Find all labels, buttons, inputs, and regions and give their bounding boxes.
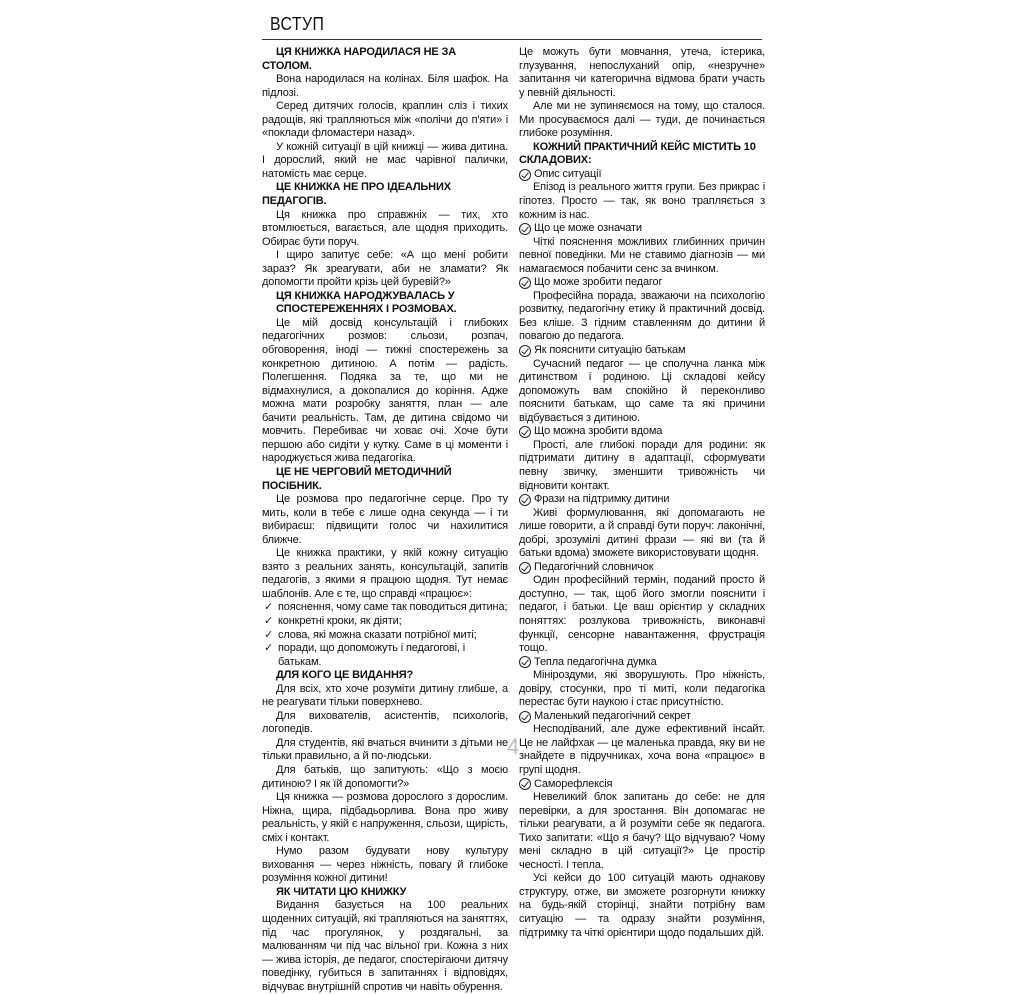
check-circle-icon [519, 277, 531, 289]
header-divider [262, 39, 762, 40]
paragraph: Для студентів, які вчаться вчинити з дітьми не тільки правильно, а й по-людськи. [262, 736, 508, 763]
component-title: Що це може означати [534, 222, 642, 235]
check-circle-icon [519, 345, 531, 357]
check-circle-icon [519, 656, 531, 668]
component-block [519, 344, 765, 425]
works-list [262, 601, 508, 669]
component-text: Професійна порада, зважаючи на психологію розвитку, педагогічну етику й практичний досвід. Без кліше. З гідним ставленням до дитини й повагою до педагога. [519, 289, 765, 343]
component-block [519, 168, 765, 222]
component-block [519, 561, 765, 656]
paragraph: Для вихователів, асистентів, психологів, логопедів. [262, 709, 508, 736]
section-title: ВСТУП [270, 14, 325, 34]
component-block [519, 493, 765, 561]
component-block [519, 778, 765, 873]
paragraph: Видання базується на 100 реальних щоденних ситуацій, які трапляються на заняттях, під час прогулянок, у роздягальні, за малюванням чи під час вільної гри. Кожна з них — жива історія, де педагог, спостерігаючи дитячу поведінку, губиться в запитаннях і відповідях, відчуває внутрішній спротив чи навіть обурення. [262, 899, 508, 993]
component-block [519, 276, 765, 344]
heading-ten-components: КОЖНИЙ ПРАКТИЧНИЙ КЕЙС МІСТИТЬ 10 СКЛАДОВИХ: [519, 140, 756, 167]
list-item: ✓ пояснення, чому саме так поводиться дитина; [264, 601, 508, 614]
paragraph: Нумо разом будувати нову культуру виховання — через ніжність, повагу й глибоке розуміння кожної дитини! [262, 845, 508, 885]
page-number: 4 [507, 734, 520, 759]
component-title: Фрази на підтримку дитини [534, 493, 670, 506]
component-text: Сучасний педагог — це сполучна ланка між дитинством і родиною. Ці складові кейсу допоможуть вам спокійно й переконливо пояснити батькам, що саме та які причини відбувається з дитиною. [519, 357, 765, 424]
component-text: Прості, але глибокі поради для родини: як підтримати дитину в адаптації, сформувати певну звичку, зменшити тривожність чи відновити контакт. [519, 438, 765, 492]
heading-for-whom: ДЛЯ КОГО ЦЕ ВИДАННЯ? [276, 669, 414, 682]
component-title: Що можна зробити вдома [534, 425, 663, 438]
component-block [519, 222, 765, 276]
component-text: Один професійний термін, поданий просто й доступно, — так, щоб його змогли пояснити і педагог, і батьки. Це ваш орієнтир у складних поняттях: розлукова тривожність, виконавчі функції, сенсорне навантаження, фрустрація тощо. [519, 574, 765, 655]
paragraph: Це книжка практики, у якій кожну ситуацію взято з реальних занять, консультацій, запитів педагогів, з якими я працюю щодня. Тут немає шаблонів. Але є те, що справді «працює»: [262, 547, 508, 600]
component-block [519, 425, 765, 493]
component-text: Несподіваний, але дуже ефективний інсайт. Це не лайфхак — це маленька правда, яку ви не знайдете в підручниках, хоча вона «працює» в групі щодня. [519, 723, 765, 776]
paragraph: Це розмова про педагогічне серце. Про ту мить, коли в тебе є лише одна секунда — і ти вибираєш: підвищити голос чи нахилитися ближче. [262, 493, 508, 546]
heading-not-manual: ЦЕ НЕ ЧЕРГОВИЙ МЕТОДИЧНИЙ ПОСІБНИК. [262, 465, 452, 492]
heading-not-at-desk: ЦЯ КНИЖКА НАРОДИЛАСЯ НЕ ЗА СТОЛОМ. [262, 46, 457, 72]
list-item: ✓ конкретні кроки, як діяти; [264, 614, 402, 627]
component-title: Тепла педагогічна думка [534, 655, 657, 668]
check-circle-icon [519, 426, 531, 438]
component-title: Педагогічний словничок [534, 560, 654, 573]
checkmark-icon: ✓ [264, 601, 274, 614]
paragraph: І щиро запитує себе: «А що мені робити зараз? Як зреагувати, аби не зламати? Як допомогти пройти крізь цей буревій?» [262, 249, 508, 289]
component-text: Живі формулювання, які допомагають не лише говорити, а й справді бути поруч: лаконічні, добрі, зрозумілі дитині фрази — які ви (та й батьки вдома) зможете використовувати щодня. [519, 506, 765, 560]
heading-observations: ЦЯ КНИЖКА НАРОДЖУВАЛАСЬ У СПОСТЕРЕЖЕННЯХ І РОЗМОВАХ. [276, 289, 457, 316]
paragraph: Ця книжка — розмова дорослого з дорослим. Ніжна, щира, підбадьорлива. Вона про живу реальність, у якій є напруження, сльози, щирість, сміх і контакт. [262, 791, 508, 844]
check-circle-icon [519, 562, 531, 574]
check-circle-icon [519, 711, 531, 723]
left-column [262, 46, 508, 994]
component-text: Епізод із реального життя групи. Без прикрас і гіпотез. Просто — так, як воно трапляється з кожним із нас. [519, 181, 765, 221]
right-column [519, 46, 765, 940]
checkmark-icon: ✓ [264, 642, 274, 655]
case-components [519, 168, 765, 872]
component-text: Мініроздуми, які зворушують. Про ніжність, довіру, стосунки, про ті миті, коли педагогіка перестає бути наукою і стає присутністю. [519, 669, 765, 709]
component-block [519, 656, 765, 710]
check-circle-icon [519, 223, 531, 235]
component-title: Як пояснити ситуацію батькам [534, 344, 686, 357]
paragraph: Ця книжка про справжніх — тих, хто втомлюється, вагається, але щодня приходить. Обирає бути поруч. [262, 208, 508, 248]
component-title: Саморефлексія [534, 777, 613, 790]
component-text: Чіткі пояснення можливих глибинних причин певної поведінки. Ми не ставимо діагнозів — ми намагаємося побачити сенс за вчинком. [519, 235, 765, 275]
heading-how-to-read: ЯК ЧИТАТИ ЦЮ КНИЖКУ [276, 885, 407, 898]
paragraph: Усі кейси до 100 ситуацій мають однакову структуру, отже, ви зможете розгорнути книжку на будь-якій сторінці, знайти потрібну вам ситуацію — та одразу знайти розуміння, підтримку та чіткі орієнтири щодо подальших дій. [519, 872, 765, 939]
check-circle-icon [519, 494, 531, 506]
list-item: ✓ слова, які можна сказати потрібної миті; [264, 628, 477, 641]
component-title: Що може зробити педагог [534, 276, 663, 289]
component-block [519, 710, 765, 778]
paragraph: Для всіх, хто хоче розуміти дитину глибше, а не реагувати тільки поверхнево. [262, 682, 508, 709]
component-title: Опис ситуації [534, 167, 602, 180]
check-circle-icon [519, 778, 531, 790]
paragraph: Вона народилася на колінах. Біля шафок. На підлозі. [262, 73, 508, 99]
paragraph: Серед дитячих голосів, краплин сліз і тихих радощів, які трапляються між «полічи до п'яти» і «поклади фломастери назад». [262, 100, 508, 140]
paragraph: Це мій досвід консультацій і глибоких педагогічних розмов: сльози, розпач, обговорення, іноді — тижні спостережень за конкретною дитиною. А потім — радість. Полегшення. Подяка за те, що ми не відмахнулися, а докопалися до коріння. Адже можна мати розробку заняття, план — але бачити реальність. Там, де дитина свідомо чи мовчить. Перебиває чи ховає очі. Хоче бути першою або сидіти у кутку. Саме в ці моменти і народжується жива педагогіка. [262, 316, 508, 465]
check-circle-icon [519, 169, 531, 181]
list-item: ✓ поради, що допоможуть і педагогові, і батькам. [264, 642, 465, 668]
paragraph: У кожній ситуації в цій книжці — жива дитина. І дорослий, який не має чарівної палички, натомість має серце. [262, 140, 508, 180]
component-title: Маленький педагогічний секрет [534, 709, 691, 722]
paragraph: Але ми не зупиняємося на тому, що сталося. Ми просуваємося далі — туди, де починається глибоке розуміння. [519, 100, 765, 140]
checkmark-icon: ✓ [264, 628, 274, 641]
checkmark-icon: ✓ [264, 614, 274, 627]
book-page [262, 0, 765, 993]
paragraph: Це можуть бути мовчання, утеча, істерика, глузування, непослуханий опір, «незручне» запитання чи категорична відмова брати участь у певній діяльності. [519, 46, 765, 99]
heading-not-ideal-teachers: ЦЕ КНИЖКА НЕ ПРО ІДЕАЛЬНИХ ПЕДАГОГІВ. [262, 181, 451, 208]
component-text: Невеликий блок запитань до себе: не для перевірки, а для зростання. Він допомагає не тільки реагувати, а й розуміти себе як педагога. Тихо запитати: «Що я бачу? Що відчуваю? Чому мені складно в цій ситуації?» Це простір чесності. І тепла. [519, 791, 765, 871]
paragraph: Для батьків, що запитують: «Що з моєю дитиною? І як їй допомогти?» [262, 763, 508, 790]
